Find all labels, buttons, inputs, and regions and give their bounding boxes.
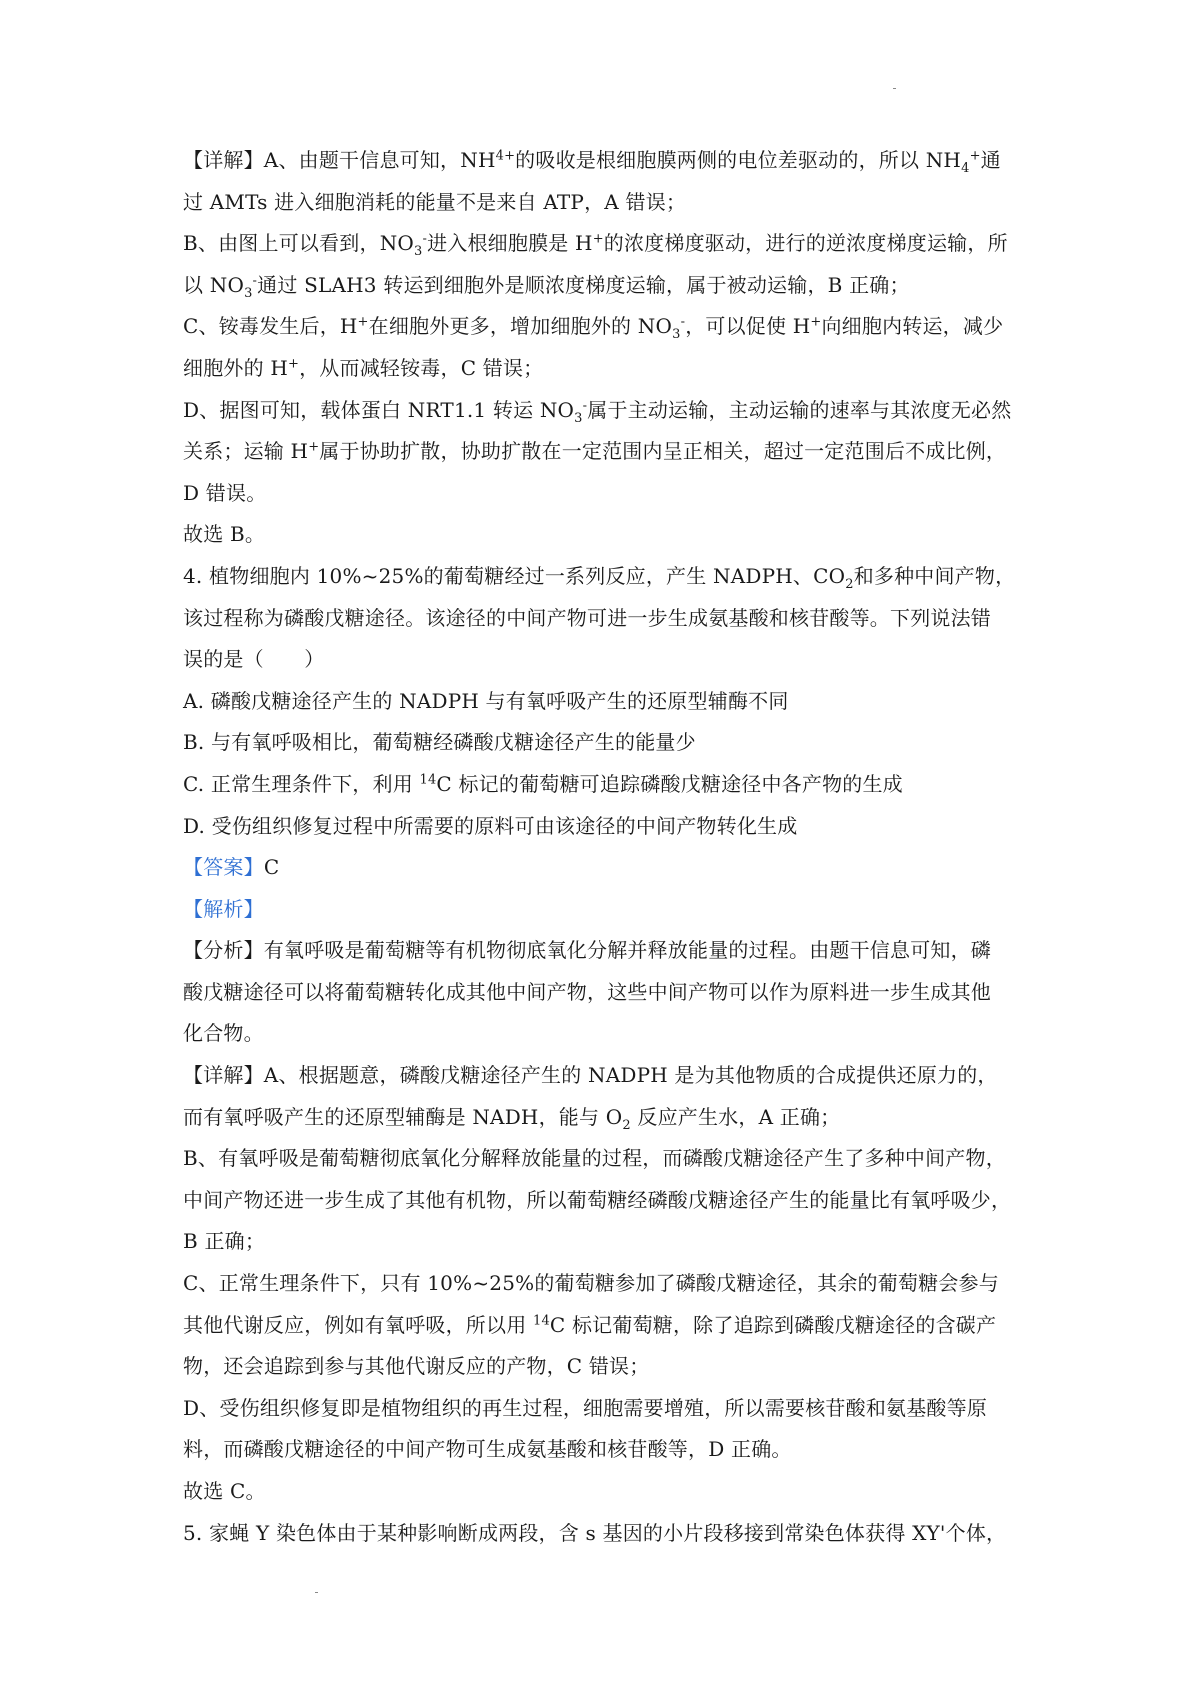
text-line	[183, 1055, 1043, 1097]
text-span: 物，还会追踪到参与其他代谢反应的产物，C 错误；	[183, 1354, 650, 1379]
text-span: D、受伤组织修复即是植物组织的再生过程，细胞需要增殖，所以需要核苷酸和氨基酸等原	[183, 1395, 988, 1420]
text-line	[183, 930, 1043, 972]
text-line	[183, 1097, 1043, 1139]
subscript: 3	[244, 285, 253, 301]
subscript: 4	[961, 161, 970, 176]
text-line	[183, 1221, 1043, 1263]
text-span: 【详解】A、由题干信息可知，NH	[183, 148, 496, 172]
text-span: 4. 植物细胞内 10%~25%的葡萄糖经过一系列反应，产生 NADPH、CO	[183, 563, 846, 588]
text-line	[183, 182, 1043, 224]
text-line	[183, 1305, 1043, 1347]
text-span: 和多种中间产物，	[853, 563, 1016, 588]
text-line	[183, 306, 1043, 348]
text-span: 误的是（ ）	[183, 647, 325, 672]
superscript: +	[288, 356, 300, 372]
text-span: 故选 C。	[183, 1479, 266, 1503]
text-line	[183, 348, 1043, 390]
text-line	[183, 972, 1043, 1014]
text-span: 而有氧呼吸产生的还原型辅酶是 NADH，能与 O	[183, 1104, 623, 1129]
text-line	[183, 1138, 1043, 1180]
superscript: -	[252, 273, 258, 289]
text-span: 故选 B。	[183, 522, 266, 547]
text-line	[183, 556, 1043, 598]
text-span: 细胞外的 H	[183, 355, 288, 380]
superscript: +	[357, 314, 369, 330]
text-line	[183, 1471, 1043, 1513]
document-body	[183, 140, 1043, 1554]
superscript: 4	[495, 148, 505, 164]
text-span: 【详解】A、根据题意，磷酸戊糖途径产生的 NADPH 是为其他物质的合成提供还原力的，	[183, 1063, 998, 1088]
superscript: 14	[419, 772, 437, 788]
text-span: 【分析】有氧呼吸是葡萄糖等有机物彻底氧化分解并释放能量的过程。由题干信息可知，磷	[183, 938, 991, 963]
text-span: 的吸收是根细胞膜两侧的电位差驱动的，所以 NH	[515, 148, 962, 172]
text-span: C、正常生理条件下，只有 10%~25%的葡萄糖参加了磷酸戊糖途径，其余的葡萄糖会参与	[183, 1271, 999, 1296]
text-span: A. 磷酸戊糖途径产生的 NADPH 与有氧呼吸产生的还原型辅酶不同	[183, 688, 789, 713]
text-span: 中间产物还进一步生成了其他有机物，所以葡萄糖经磷酸戊糖途径产生的能量比有氧呼吸少，	[183, 1187, 1012, 1212]
text-line	[183, 1013, 1043, 1055]
superscript: +	[592, 231, 604, 247]
text-span: 属于主动运输，主动运输的速率与其浓度无必然	[587, 397, 1012, 422]
superscript: -	[422, 231, 428, 247]
text-line	[183, 1263, 1043, 1305]
text-line	[183, 1180, 1043, 1222]
text-line	[183, 1388, 1043, 1430]
subscript: 3	[414, 244, 423, 260]
text-line	[183, 889, 1043, 931]
text-line	[183, 722, 1043, 764]
scan-speck	[893, 88, 896, 89]
section-label: 【答案】	[183, 855, 264, 880]
subscript: 2	[622, 1117, 631, 1133]
text-line	[183, 639, 1043, 681]
text-span: 向细胞内转运，减少	[821, 314, 1004, 339]
text-span: C、铵毒发生后，H	[183, 314, 358, 339]
superscript: +	[504, 148, 516, 164]
text-line	[183, 431, 1043, 473]
text-line	[183, 223, 1043, 265]
text-span: 反应产生水，A 正确；	[630, 1104, 841, 1129]
text-span: 以 NO	[183, 272, 245, 297]
subscript: 3	[574, 410, 583, 426]
superscript: +	[308, 439, 320, 455]
superscript: +	[810, 314, 822, 330]
text-span: C. 正常生理条件下，利用	[183, 771, 420, 796]
text-line	[183, 514, 1043, 556]
text-line	[183, 140, 1043, 182]
text-span: C 标记葡萄糖，除了追踪到磷酸戊糖途径的含碳产	[549, 1312, 997, 1337]
text-span: 属于协助扩散，协助扩散在一定范围内呈正相关，超过一定范围后不成比例，	[319, 439, 1007, 464]
text-span: D 错误。	[183, 480, 267, 505]
text-line	[183, 1429, 1043, 1471]
text-span: 通	[980, 148, 1001, 172]
text-span: ，从而减轻铵毒，C 错误；	[299, 355, 544, 380]
text-line	[183, 806, 1043, 848]
text-line	[183, 847, 1043, 889]
text-line	[183, 265, 1043, 307]
text-line	[183, 1346, 1043, 1388]
text-span: 的浓度梯度驱动，进行的逆浓度梯度运输，所	[603, 231, 1008, 256]
text-span: 进入根细胞膜是 H	[427, 231, 593, 256]
text-span: C	[263, 855, 280, 880]
text-span: 该过程称为磷酸戊糖途径。该途径的中间产物可进一步生成氨基酸和核苷酸等。下列说法错	[183, 605, 991, 630]
text-span: 化合物。	[183, 1021, 264, 1046]
superscript: -	[680, 314, 686, 330]
text-line	[183, 390, 1043, 432]
text-line	[183, 764, 1043, 806]
subscript: 2	[845, 576, 854, 592]
superscript: +	[969, 148, 981, 164]
text-span: 通过 SLAH3 转运到细胞外是顺浓度梯度运输，属于被动运输，B 正确；	[257, 272, 910, 297]
text-span: C 标记的葡萄糖可追踪磷酸戊糖途径中各产物的生成	[436, 771, 903, 796]
text-span: 料，而磷酸戊糖途径的中间产物可生成氨基酸和核苷酸等，D 正确。	[183, 1437, 792, 1462]
subscript: 3	[672, 327, 681, 343]
text-line	[183, 473, 1043, 515]
text-span: B、有氧呼吸是葡萄糖彻底氧化分解释放能量的过程，而磷酸戊糖途径产生了多种中间产物，	[183, 1146, 1006, 1171]
text-span: 其他代谢反应，例如有氧呼吸，所以用	[183, 1312, 533, 1337]
text-span: 5. 家蝇 Y 染色体由于某种影响断成两段，含 s 基因的小片段移接到常染色体获得 XY'个体，	[183, 1520, 1007, 1545]
text-span: 酸戊糖途径可以将葡萄糖转化成其他中间产物，这些中间产物可以作为原料进一步生成其他	[183, 979, 991, 1004]
text-span: B、由图上可以看到，NO	[183, 231, 414, 256]
scan-speck	[315, 1592, 318, 1593]
text-line	[183, 598, 1043, 640]
text-line	[183, 1513, 1043, 1555]
superscript: -	[582, 397, 588, 413]
text-span: B 正确；	[183, 1229, 266, 1254]
text-span: D. 受伤组织修复过程中所需要的原料可由该途径的中间产物转化生成	[183, 813, 798, 838]
text-span: D、据图可知，载体蛋白 NRT1.1 转运 NO	[183, 397, 575, 422]
text-span: ，可以促使 H	[685, 314, 811, 339]
text-line	[183, 681, 1043, 723]
text-span: 在细胞外更多，增加细胞外的 NO	[368, 314, 673, 339]
section-label: 【解析】	[183, 896, 264, 921]
text-span: 关系；运输 H	[183, 439, 309, 464]
text-span: 过 AMTs 进入细胞消耗的能量不是来自 ATP，A 错误；	[183, 189, 687, 214]
text-span: B. 与有氧呼吸相比，葡萄糖经磷酸戊糖途径产生的能量少	[183, 730, 696, 755]
superscript: 14	[532, 1312, 550, 1328]
